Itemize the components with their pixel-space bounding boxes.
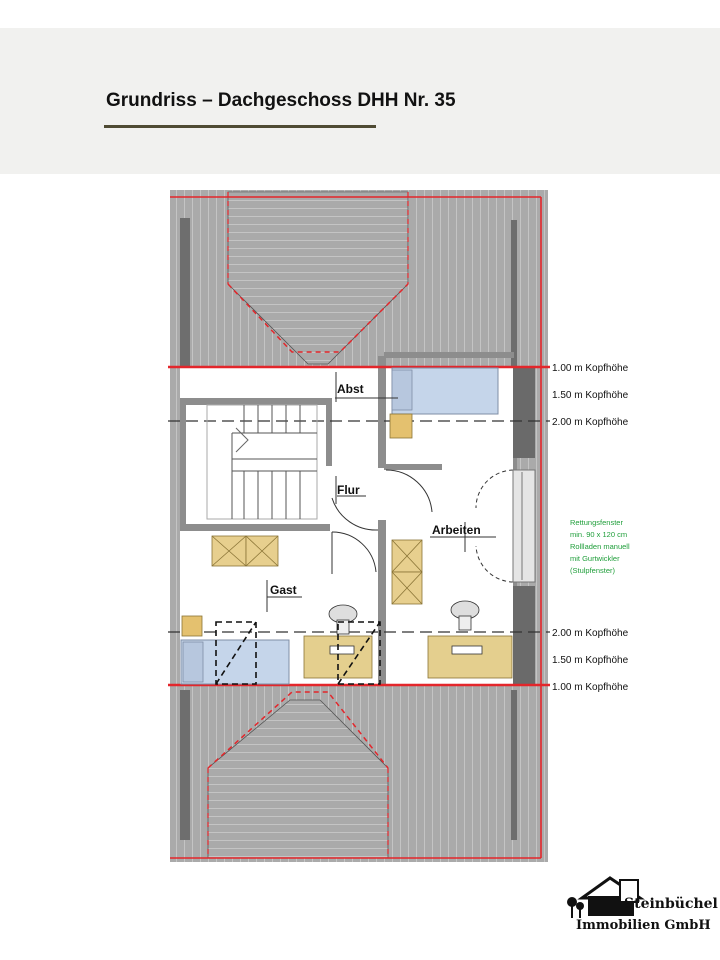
desk-arbeiten — [428, 636, 512, 678]
wardrobe-gast — [212, 536, 278, 566]
height-label-top-150: 1.50 m Kopfhöhe — [552, 390, 629, 401]
svg-text:(Stulpfenster): (Stulpfenster) — [570, 566, 616, 575]
height-label-bottom-100: 1.00 m Kopfhöhe — [552, 682, 629, 693]
wardrobe-arbeiten — [392, 540, 422, 604]
logo-subtitle: Immobilien GmbH — [576, 918, 711, 933]
nightstand-abst — [390, 414, 412, 438]
logo-name: Steinbüchel — [624, 896, 718, 912]
window-note — [570, 518, 630, 575]
roof-left-strip — [170, 368, 180, 686]
room-label-gast: Gast — [270, 583, 297, 597]
svg-text:Rettungsfenster: Rettungsfenster — [570, 518, 623, 527]
height-label-bottom-150: 1.50 m Kopfhöhe — [552, 655, 629, 666]
page-title: Grundriss – Dachgeschoss DHH Nr. 35 — [106, 90, 456, 111]
room-label-arbeiten: Arbeiten — [432, 523, 481, 537]
height-label-top-200: 2.00 m Kopfhöhe — [552, 417, 629, 428]
svg-text:Rollladen manuell: Rollladen manuell — [570, 542, 630, 551]
room-label-abst: Abst — [337, 382, 364, 396]
company-logo — [560, 872, 718, 942]
svg-text:min. 90 x 120 cm: min. 90 x 120 cm — [570, 530, 628, 539]
nightstand-gast — [182, 616, 202, 636]
svg-text:mit Gurtwickler: mit Gurtwickler — [570, 554, 620, 563]
room-label-flur: Flur — [337, 483, 360, 497]
height-label-top-100: 1.00 m Kopfhöhe — [552, 363, 629, 374]
escape-window — [513, 470, 535, 582]
height-label-bottom-200: 2.00 m Kopfhöhe — [552, 628, 629, 639]
